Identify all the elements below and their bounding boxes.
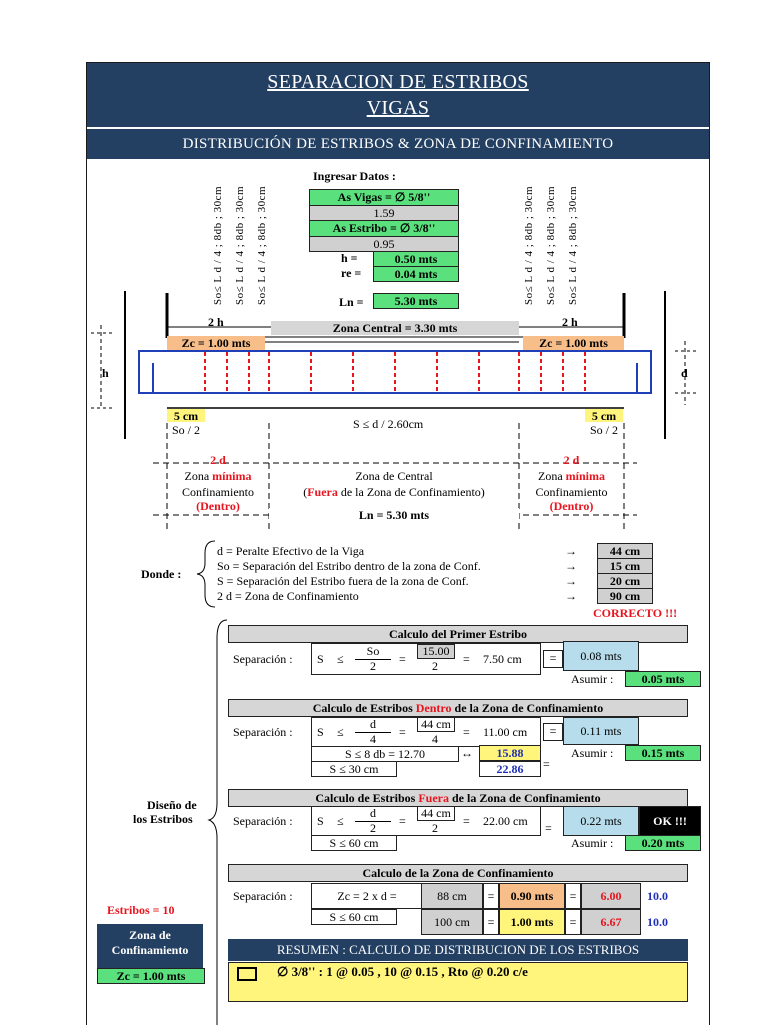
s3-asumir-label: Asumir : [571,836,614,850]
diseno-label-2: los Estribos [133,812,193,826]
s4-eq2: = [565,883,581,909]
vertical-label-2: So≤ L d / 4 ; 8db ; 30cm [234,185,246,305]
donde-value-4: 90 cm [597,588,653,604]
vertical-label-3: So≤ L d / 4 ; 8db ; 30cm [256,185,268,305]
re-input[interactable]: 0.04 mts [373,266,459,282]
ln-input[interactable]: 5.30 mts [373,293,459,309]
zona-central-text: Zona de Central [355,469,433,483]
donde-row-4: 2 d = Zona de Confinamiento [217,589,359,603]
donde-value-1: 44 cm [597,543,653,559]
s1-den2: 2 [432,659,438,673]
donde-arrow-2: → [565,559,577,573]
section-subtitle: DISTRIBUCIÓN DE ESTRIBOS & ZONA DE CONFINAMIENTO [87,129,709,159]
as-estribo-field[interactable]: As Estribo = ∅ 3/8'' [309,220,459,237]
h-marker: h [102,366,109,380]
s2-S: S [317,725,324,739]
vertical-label-4: So≤ L d / 4 ; 8db ; 30cm [523,185,535,305]
s3-row2: S ≤ 60 cm [311,835,397,851]
confinamiento-left: Confinamiento [182,485,254,499]
s3-num: d [355,806,391,822]
s2-asumir-value[interactable]: 0.15 mts [625,745,701,761]
stirrup-icon [237,967,257,981]
zona-central-label: Zona Central = 3.30 mts [271,321,519,335]
s2-den: 4 [370,732,376,746]
as-estribo-value: 0.95 [309,236,459,252]
s4-eq4: = [565,909,581,935]
s3-le: ≤ [337,814,344,828]
donde-row-3: S = Separación del Estribo fuera de la zona de Conf. [217,574,469,588]
as-vigas-value: 1.59 [309,205,459,221]
two-h-right: 2 h [562,315,578,329]
separacion-3: Separación : [233,814,293,828]
s4-row1-m: 0.90 mts [499,883,565,909]
donde-arrow-3: → [565,574,577,588]
zc-left: Zc = 1.00 mts [167,336,265,350]
s4-row2-b: 10.0 [647,915,668,929]
s4-row2-n: 6.67 [581,909,641,935]
diseno-label-1: Diseño de [147,798,197,812]
s1-result: 7.50 cm [483,652,522,666]
spreadsheet-sheet [86,62,710,1025]
donde-row-1: d = Peralte Efectivo de la Viga [217,544,365,558]
s2-result-m: 0.11 mts [563,717,639,745]
inputs-heading: Ingresar Datos : [313,169,396,183]
s2-den2: 4 [432,732,438,746]
resumen-row: ∅ 3/8'' : 1 @ 0.05 , 10 @ 0.15 , Rto @ 0.20 c/e [228,962,688,1002]
re-label: re = [341,266,362,280]
two-h-left: 2 h [208,315,224,329]
s2-result: 11.00 cm [483,725,528,739]
ln-total: Ln = 5.30 mts [269,508,519,522]
correcto-label: CORRECTO !!! [593,606,678,620]
s1-eq3: = [543,650,563,668]
s2-eq4: = [543,757,550,771]
s3-den: 2 [370,821,376,835]
s3-asumir-value[interactable]: 0.20 mts [625,835,701,851]
s2-eq: = [399,725,406,739]
s3-result: 22.00 cm [483,814,528,828]
s2-num2: 44 cm [417,717,455,732]
separacion-4: Separación : [233,889,293,903]
s1-den: 2 [370,659,376,673]
s3-den2: 2 [432,821,438,835]
section-dentro: Calculo de Estribos Dentro de la Zona de Confinamiento [228,699,688,717]
donde-value-3: 20 cm [597,573,653,589]
zona-confinamiento-box: Zona de Confinamiento [97,924,203,968]
s4-eq1: = [483,883,499,909]
s2-row2-value: 15.88 [479,745,541,761]
s2-row3: S ≤ 30 cm [311,761,397,777]
s2-eq3: = [543,723,563,741]
confinamiento-right: Confinamiento [535,485,608,499]
s4-row1-value: 88 cm [421,883,483,909]
dentro-right: (Dentro) [549,499,594,513]
five-cm-right: 5 cm [585,409,623,422]
s2-eq2: = [463,725,470,739]
s1-le: ≤ [337,652,344,666]
estribos-count: Estribos = 10 [107,903,175,917]
s3-S: S [317,814,324,828]
separacion-1: Separación : [233,652,293,666]
s1-eq2: = [463,652,470,666]
zc-right: Zc = 1.00 mts [523,336,624,350]
separacion-2: Separación : [233,725,293,739]
s2-row3-value: 22.86 [479,761,541,777]
donde-value-2: 15 cm [597,558,653,574]
d-marker: d [681,366,688,380]
s2-num: d [355,717,391,733]
donde-label: Donde : [141,567,182,581]
s4-eq3: = [483,909,499,935]
s4-row2-value: 100 cm [421,909,483,935]
s2-row2-arrow: ↔ [461,746,473,760]
zona-minima-right: Zona mínima [538,469,605,483]
s4-row1-n: 6.00 [581,883,641,909]
ln-label: Ln = [339,295,364,309]
s4-row2: S ≤ 60 cm [311,909,397,925]
s1-eq: = [399,652,406,666]
s3-num2: 44 cm [417,806,455,821]
s1-S: S [317,652,324,666]
so2-right: So / 2 [589,423,618,437]
s1-asumir-value[interactable]: 0.05 mts [625,671,701,687]
as-vigas-field[interactable]: As Vigas = ∅ 5/8'' [309,189,459,206]
s2-le: ≤ [337,725,344,739]
page-title: SEPARACION DE ESTRIBOS [267,71,529,93]
two-d-right: 2 d [563,453,580,467]
s1-num: So [355,644,391,660]
s3-eq: = [399,814,406,828]
s3-result-m: 0.22 mts [563,806,639,836]
section-zona-confinamiento: Calculo de la Zona de Confinamiento [228,864,688,882]
donde-row-2: So = Separación del Estribo dentro de la zona de Conf. [217,559,481,573]
s4-row2-m: 1.00 mts [499,909,565,935]
section-fuera: Calculo de Estribos Fuera de la Zona de Confinamiento [228,789,688,807]
s1-num2: 15.00 [417,644,455,659]
zona-confinamiento-value: Zc = 1.00 mts [97,968,205,984]
s1-asumir-label: Asumir : [571,672,614,686]
s1-result-m: 0.08 mts [563,641,639,671]
s3-eq2: = [463,814,470,828]
h-input[interactable]: 0.50 mts [373,251,459,267]
resumen-header: RESUMEN : CALCULO DE DISTRIBUCION DE LOS ESTRIBOS [228,939,688,961]
s4-row1-b: 10.0 [647,889,668,903]
zona-minima-left: Zona mínima [184,469,252,483]
vertical-label-6: So≤ L d / 4 ; 8db ; 30cm [567,185,579,305]
donde-arrow-1: → [565,544,577,558]
two-d-left: 2 d [210,453,226,467]
s4-row1: Zc = 2 x d = [311,883,423,909]
h-label: h = [341,251,358,265]
five-cm-left: 5 cm [167,409,205,422]
donde-arrow-4: → [565,589,577,603]
s2-asumir-label: Asumir : [571,746,614,760]
page-title-2: VIGAS [366,97,430,119]
s3-eq3: = [545,821,552,835]
s-central-label: S ≤ d / 2.60cm [353,417,424,431]
s3-ok-badge: OK !!! [639,806,701,836]
so2-left: So / 2 [171,423,200,437]
fuera-text: (Fuera de la Zona de Confinamiento) [303,485,485,499]
vertical-label-1: So≤ L d / 4 ; 8db ; 30cm [212,185,224,305]
s2-row2: S ≤ 8 db = 12.70 [311,746,459,762]
section-primer-estribo: Calculo del Primer Estribo [228,625,688,643]
dentro-left: (Dentro) [196,499,240,513]
vertical-label-5: So≤ L d / 4 ; 8db ; 30cm [545,185,557,305]
